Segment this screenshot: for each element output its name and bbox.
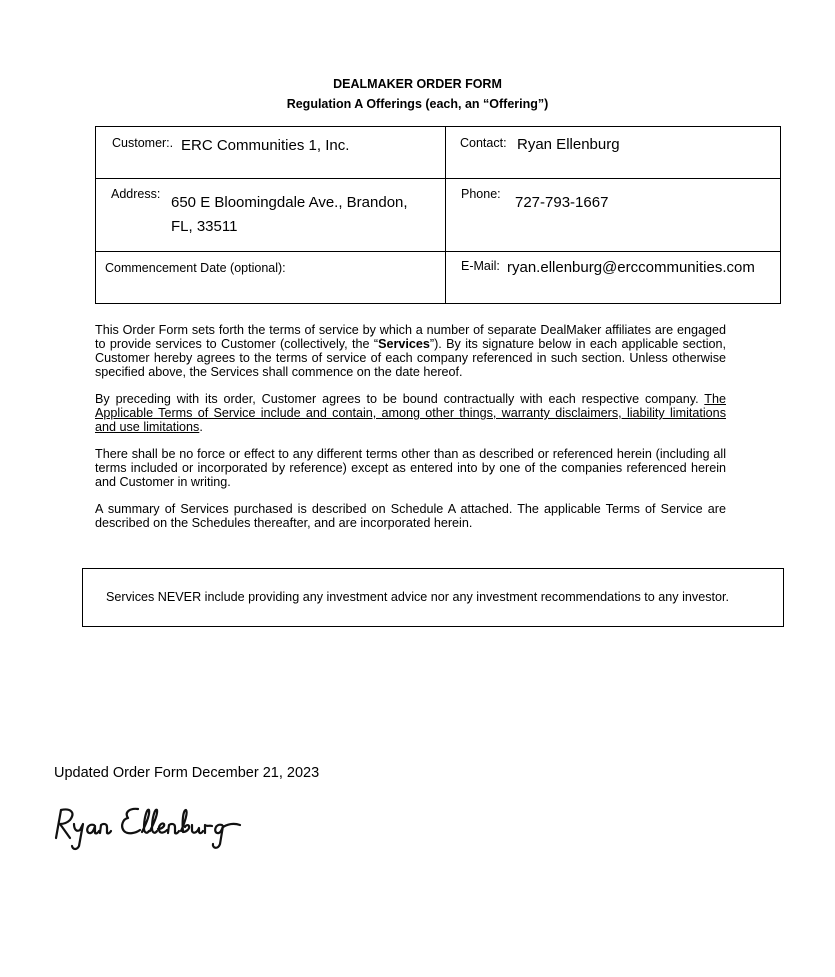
phone-value: 727-793-1667 (515, 194, 609, 211)
email-value: ryan.ellenburg@erccommunities.com (507, 259, 755, 276)
contact-label: Contact: (460, 136, 507, 150)
notice-text: Services NEVER include providing any investment advice nor any investment recommendations to any investor. (106, 590, 729, 604)
services-term: Services (378, 337, 430, 351)
commencement-date-label: Commencement Date (optional): (105, 261, 286, 275)
email-label: E-Mail: (461, 259, 500, 273)
customer-value: ERC Communities 1, Inc. (181, 137, 350, 154)
customer-label: Customer:. (112, 136, 174, 150)
terms-paragraph-2 (95, 392, 726, 434)
terms-paragraph-4: A summary of Services purchased is described on Schedule A attached. The applicable Terms of Service are described on the Schedules thereafter, and are incorporated herein. (95, 502, 726, 530)
phone-label: Phone: (461, 187, 501, 201)
paragraph-1-start: This Order Form sets forth the terms of service by which a number of separate DealMaker affiliates are engaged to provide services to Customer (collectively, the “ (95, 323, 726, 351)
terms-paragraph-1 (95, 323, 726, 379)
table-column-divider (445, 127, 446, 303)
address-label: Address: (111, 187, 161, 201)
contact-value: Ryan Ellenburg (517, 136, 620, 153)
table-row-divider (96, 178, 780, 179)
investment-advice-notice (82, 568, 784, 627)
customer-info-table (95, 126, 781, 304)
signature-image (52, 800, 252, 857)
applicable-terms-underlined: The Applicable Terms of Service include and contain, among other things, warranty disclaimers, liability limitations and use limitations (95, 392, 726, 434)
address-line-2: FL, 33511 (171, 218, 238, 235)
paragraph-2-start: By preceding with its order, Customer agrees to be bound contractually with each respective company. (95, 392, 705, 406)
paragraph-1-end: ”). By its signature below in each applicable section, Customer hereby agrees to the terms of service of each company referenced in such section. Unless otherwise specified above, the Services shall commence on the date hereof. (95, 337, 726, 379)
document-title: DEALMAKER ORDER FORM (333, 77, 502, 91)
paragraph-2-end: . (199, 420, 203, 434)
updated-date-line: Updated Order Form December 21, 2023 (54, 765, 320, 781)
handwritten-signature (52, 800, 252, 852)
terms-paragraph-3: There shall be no force or effect to any different terms other than as described or referenced herein (including all terms included or incorporated by reference) except as entered into by one of the companies referenced herein and Customer in writing. (95, 447, 726, 489)
table-row-divider (96, 251, 780, 252)
document-subtitle: Regulation A Offerings (each, an “Offering”) (286, 97, 549, 111)
address-line-1: 650 E Bloomingdale Ave., Brandon, (171, 194, 408, 211)
